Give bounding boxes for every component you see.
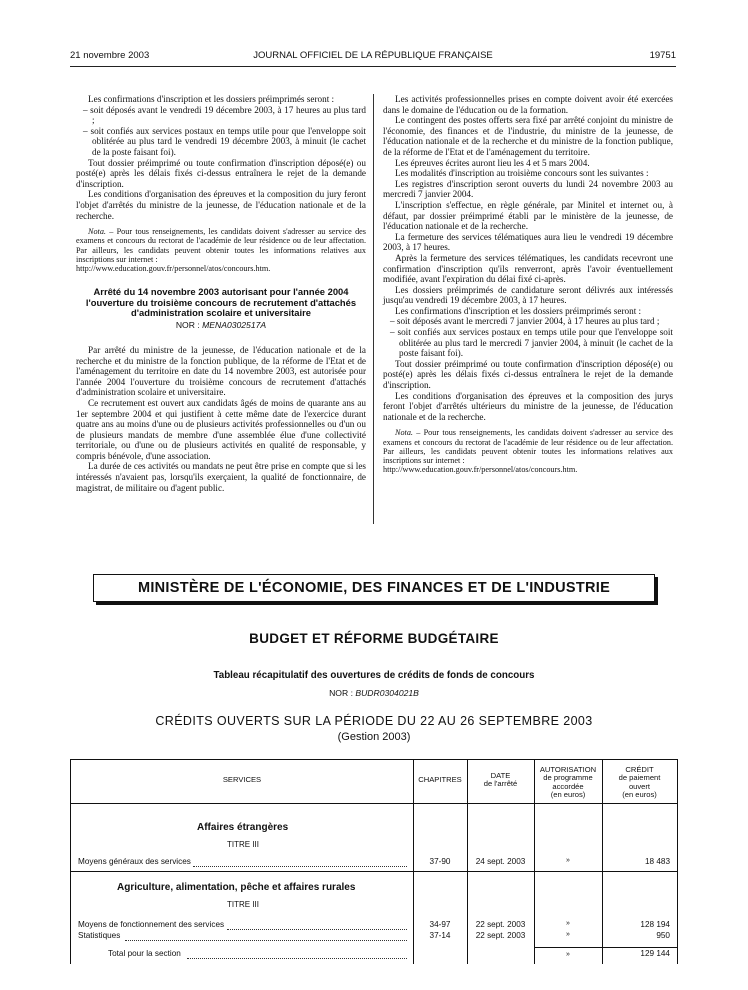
section-title: BUDGET ET RÉFORME BUDGÉTAIRE xyxy=(249,631,499,646)
credits-title: CRÉDITS OUVERTS SUR LA PÉRIODE DU 22 AU 26 SEPTEMBRE 2003 xyxy=(155,714,593,728)
journal-title: JOURNAL OFFICIEL DE LA RÉPUBLIQUE FRANÇAISE xyxy=(253,50,493,61)
total-label: Total pour la section xyxy=(108,949,181,958)
paragraph: Les conditions d'organisation des épreuves et la composition du jury feront l'objet d'arrêtés du ministre de la jeunesse, de l'éducation nationale et de la recherche. xyxy=(76,189,366,221)
row-credit: 18 483 xyxy=(644,857,670,866)
header-autorisation xyxy=(534,766,602,800)
nota-label: Nota. xyxy=(395,428,413,438)
total-autorisation: » xyxy=(566,951,570,958)
nota-paragraph xyxy=(76,227,366,264)
paragraph: Le contingent des postes offerts sera fixé par arrêté conjoint du ministre de l'économie, des finances et de l'industrie, du ministre de la jeunesse, de l'éducation nationale et de la recherche et du ministre de la fonction publique, de la réforme de l'Etat et de l'aménagement du territoire. xyxy=(383,115,673,157)
running-header xyxy=(70,50,676,64)
row-service: Moyens généraux des services xyxy=(78,857,191,866)
issue-date: 21 novembre 2003 xyxy=(70,50,150,61)
leader-dots xyxy=(125,940,407,941)
paragraph: Les registres d'inscription seront ouverts du lundi 24 novembre 2003 au mercredi 7 janvier 2004. xyxy=(383,178,673,200)
header-date-line: de l'arrêté xyxy=(483,779,518,789)
paragraph: Tout dossier préimprimé ou toute confirmation d'inscription déposé(e) ou posté(e) après les délais fixés ci-dessus entraînera le rejet de la demande d'inscription. xyxy=(76,157,366,189)
column-divider xyxy=(373,94,374,524)
nor-reference xyxy=(76,320,366,331)
nota-text: – Pour tous renseignements, les candidats doivent s'adresser au service des examens et concours du rectorat de l'académie de leur résidence ou de leur affectation. Par ailleurs, les candidats peuvent obtenir toutes les informations relatives aux inscriptions sur internet : xyxy=(383,428,673,466)
row-autorisation: » xyxy=(566,857,570,864)
row-credit: 950 xyxy=(656,931,670,940)
paragraph: La fermeture des services télématiques aura lieu le vendredi 19 décembre 2003, à 17 heures. xyxy=(383,231,673,253)
paragraph: Les modalités d'inscription au troisième concours sont les suivantes : xyxy=(395,168,649,179)
nota-url[interactable]: http://www.education.gouv.fr/personnel/atos/concours.htm. xyxy=(383,465,578,475)
paragraph: L'inscription s'effectue, en règle générale, par Minitel et internet ou, à défaut, par dossier préimprimé établi par le ministère de la jeunesse, de l'éducation nationale et de la recherche. xyxy=(383,199,673,232)
leader-dots xyxy=(187,958,407,959)
paragraph: Tout dossier préimprimé ou toute confirmation d'inscription déposé(e) ou posté(e) après les délais fixés ci-dessus entraînera le rejet de la demande d'inscription. xyxy=(383,358,673,391)
nota-url[interactable]: http://www.education.gouv.fr/personnel/atos/concours.htm. xyxy=(76,263,271,273)
header-autorisation-line: accordée xyxy=(552,781,584,791)
row-chapitre: 37-14 xyxy=(429,931,451,940)
row-chapitre: 37-90 xyxy=(429,857,451,866)
left-column xyxy=(76,94,366,493)
paragraph: Les confirmations d'inscription et les dossiers préimprimés seront : xyxy=(395,305,642,316)
titre-label: TITRE III xyxy=(227,840,259,849)
row-autorisation: » xyxy=(566,920,570,927)
list-item: – soit confiés aux services postaux en temps utile pour que l'enveloppe soit oblitérée au plus tard le vendredi 19 décembre 2003, à minuit (le cachet de la poste faisant foi). xyxy=(83,125,366,157)
header-divider xyxy=(71,803,677,804)
paragraph: Par arrêté du ministre de la jeunesse, de l'éducation nationale et de la recherche et du ministre de la fonction publique, de la réforme de l'Etat et de l'aménagement du territoire en date du 14 novembre 2003, est autorisée pour l'année 2004 l'ouverture du troisième concours de recrutement d'attachés d'administration scolaire et universitaire. xyxy=(76,344,366,398)
row-autorisation: » xyxy=(566,931,570,938)
nor-code: MENA0302517A xyxy=(202,320,267,331)
paragraph: Les dossiers préimprimés de candidature seront délivrés aux intéressés jusqu'au vendredi 19 décembre 2003, à 17 heures. xyxy=(383,284,673,306)
paragraph: Les conditions d'organisation des épreuves et la composition des jurys feront l'objet d'arrêtés ultérieurs du ministre de la jeunesse, de l'éducation nationale et de la recherche. xyxy=(383,390,673,422)
row-service: Statistiques xyxy=(78,931,121,940)
paragraph: Les activités professionnelles prises en compte doivent avoir été exercées dans le domaine de l'éducation ou de la formation. xyxy=(383,94,673,115)
nota-label: Nota. xyxy=(88,227,106,237)
header-services: SERVICES xyxy=(222,775,262,784)
nota-text: – Pour tous renseignements, les candidats doivent s'adresser au service des examens et concours du rectorat de l'académie de leur résidence ou de leur affectation. Par ailleurs, les candidats peuvent obtenir toutes les informations relatives aux inscriptions sur internet : xyxy=(76,227,366,264)
header-date-line: DATE xyxy=(490,771,511,780)
header-date xyxy=(467,772,534,789)
header-credit-line: ouvert xyxy=(628,781,651,791)
row-credit: 128 194 xyxy=(640,920,670,929)
header-autorisation-line: AUTORISATION xyxy=(539,765,597,774)
leader-dots xyxy=(227,929,407,930)
titre-label: TITRE III xyxy=(227,900,259,909)
table-title: Tableau récapitulatif des ouvertures de crédits de fonds de concours xyxy=(213,670,535,681)
credits-table xyxy=(70,759,678,964)
nor-reference xyxy=(0,688,748,698)
header-credit xyxy=(602,766,677,800)
gestion-year: (Gestion 2003) xyxy=(337,731,411,743)
row-date: 22 sept. 2003 xyxy=(475,920,526,929)
total-rule xyxy=(534,947,677,948)
header-rule xyxy=(70,66,676,67)
nor-label: NOR : xyxy=(329,688,356,698)
paragraph: Les confirmations d'inscription et les dossiers préimprimés seront : xyxy=(88,94,335,104)
paragraph: Les épreuves écrites auront lieu les 4 et 5 mars 2004. xyxy=(395,157,590,168)
section-name: Affaires étrangères xyxy=(197,822,289,833)
header-credit-line: de paiement xyxy=(618,773,661,783)
header-autorisation-line: de programme xyxy=(543,773,593,783)
nota-paragraph xyxy=(383,428,673,465)
page-number: 19751 xyxy=(649,50,676,61)
paragraph: Ce recrutement est ouvert aux candidats âgés de moins de quarante ans au 1er septembre 2004 et qui justifient à cette même date de l'exercice durant quatre ans au moins d'une ou de plusieurs activités professionnelles ou d'un ou de plusieurs mandats de membre d'une assemblée élue d'une collectivité territoriale, ou d'une ou de plusieurs activités en qualité de responsable, y compris bénévole, d'une association. xyxy=(76,397,366,461)
header-autorisation-line: (en euros) xyxy=(550,790,586,800)
paragraph: Après la fermeture des services télématiques, les candidats recevront une confirmation d'inscription qu'ils renverront, après l'avoir éventuellement modifiée, avant l'expiration du délai fixé ci-après. xyxy=(383,252,673,285)
paragraph: La durée de ces activités ou mandats ne peut être prise en compte que si les intéressés n'avaient pas, lorsqu'ils exerçaient, la qualité de fonctionnaire, de magistrat, de militaire ou d'agent public. xyxy=(76,461,366,493)
section-divider xyxy=(71,871,677,872)
row-chapitre: 34-97 xyxy=(429,920,451,929)
header-chapitres: CHAPITRES xyxy=(418,775,462,784)
right-column xyxy=(383,94,673,474)
row-date: 24 sept. 2003 xyxy=(475,857,526,866)
section-name: Agriculture, alimentation, pêche et affaires rurales xyxy=(117,882,356,893)
list-item: – soit confiés aux services postaux en temps utile pour que l'enveloppe soit oblitérée au plus tard le mercredi 7 janvier 2004, à minuit (le cachet de la poste faisant foi). xyxy=(390,327,673,359)
row-date: 22 sept. 2003 xyxy=(475,931,526,940)
nor-label: NOR : xyxy=(175,320,203,331)
row-service: Moyens de fonctionnement des services xyxy=(78,920,225,929)
nor-code: BUDR0304021B xyxy=(355,688,419,698)
header-credit-line: CRÉDIT xyxy=(625,765,654,774)
list-item: – soit déposés avant le mercredi 7 janvier 2004, à 17 heures au plus tard ; xyxy=(390,316,660,327)
list-item: – soit déposés avant le vendredi 19 décembre 2003, à 17 heures au plus tard ; xyxy=(83,104,366,126)
total-credit: 129 144 xyxy=(640,949,670,958)
ministry-banner: MINISTÈRE DE L'ÉCONOMIE, DES FINANCES ET DE L'INDUSTRIE xyxy=(93,574,655,602)
header-credit-line: (en euros) xyxy=(622,790,657,800)
arrete-title: Arrêté du 14 novembre 2003 autorisant pour l'année 2004 l'ouverture du troisième concours de recrutement d'attachés d'administration scolaire et universitaire xyxy=(85,286,357,318)
leader-dots xyxy=(193,866,407,867)
